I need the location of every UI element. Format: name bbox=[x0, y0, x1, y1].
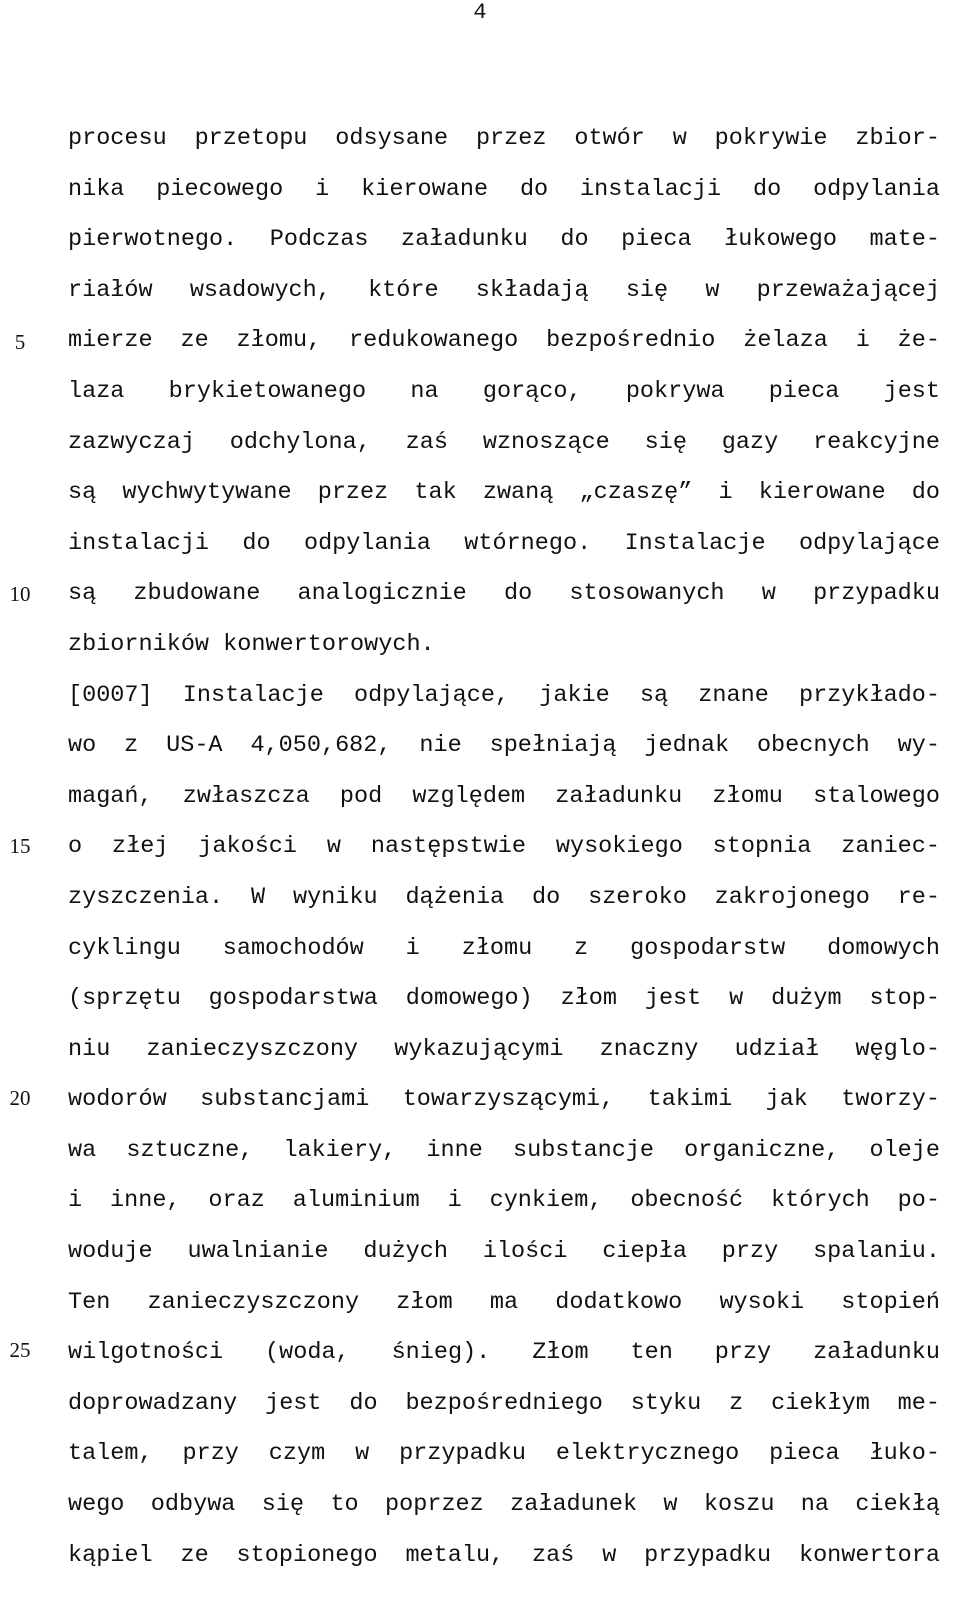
page-number: 4 bbox=[473, 0, 487, 25]
text-line: mierze ze złomu, redukowanego bezpośrednio żelaza i że- bbox=[68, 327, 940, 355]
line-number-15: 15 bbox=[9, 834, 31, 858]
text-line: woduje uwalnianie dużych ilości ciepła przy spalaniu. bbox=[68, 1238, 940, 1266]
text-line: cyklingu samochodów i złomu z gospodarstw domowych bbox=[68, 934, 940, 962]
text-line: o złej jakości w następstwie wysokiego stopnia zaniec- bbox=[68, 833, 940, 861]
line-number-20: 20 bbox=[9, 1086, 31, 1110]
text-line: kąpiel ze stopionego metalu, zaś w przypadku konwertora bbox=[68, 1541, 940, 1569]
line-number-5: 5 bbox=[14, 330, 26, 354]
text-line: nika piecowego i kierowane do instalacji do odpylania bbox=[68, 175, 940, 203]
text-line: i inne, oraz aluminium i cynkiem, obecność których po- bbox=[68, 1187, 940, 1215]
paragraph-0007-start: [0007] Instalacje odpylające, jakie są znane przykłado- bbox=[68, 681, 940, 709]
text-line: wego odbywa się to poprzez załadunek w koszu na ciekłą bbox=[68, 1491, 940, 1519]
text-line: wodorów substancjami towarzyszącymi, takimi jak tworzy- bbox=[68, 1086, 940, 1114]
text-line: zyszczenia. W wyniku dążenia do szeroko zakrojonego re- bbox=[68, 883, 940, 911]
text-line: wilgotności (woda, śnieg). Złom ten przy załadunku bbox=[68, 1339, 940, 1367]
text-line: niu zanieczyszczony wykazującymi znaczny udział węglo- bbox=[68, 1035, 940, 1063]
text-line: instalacji do odpylania wtórnego. Instalacje odpylające bbox=[68, 529, 940, 557]
text-line: doprowadzany jest do bezpośredniego styku z ciekłym me- bbox=[68, 1389, 940, 1417]
paragraph-end-line: zbiorników konwertorowych. bbox=[68, 630, 435, 658]
text-line: pierwotnego. Podczas załadunku do pieca łukowego mate- bbox=[68, 226, 940, 254]
text-line: zazwyczaj odchylona, zaś wznoszące się gazy reakcyjne bbox=[68, 428, 940, 456]
text-line: są wychwytywane przez tak zwaną „czaszę” i kierowane do bbox=[68, 479, 940, 507]
line-number-25: 25 bbox=[9, 1338, 31, 1362]
text-line: laza brykietowanego na gorąco, pokrywa pieca jest bbox=[68, 377, 940, 405]
text-line: procesu przetopu odsysane przez otwór w pokrywie zbior- bbox=[68, 125, 940, 152]
text-line: Ten zanieczyszczony złom ma dodatkowo wysoki stopień bbox=[68, 1288, 940, 1316]
text-line: są zbudowane analogicznie do stosowanych w przypadku bbox=[68, 580, 940, 608]
text-line: wa sztuczne, lakiery, inne substancje organiczne, oleje bbox=[68, 1136, 940, 1164]
body-text bbox=[68, 122, 940, 1589]
text-line: talem, przy czym w przypadku elektrycznego pieca łuko- bbox=[68, 1440, 940, 1468]
text-line: (sprzętu gospodarstwa domowego) złom jest w dużym stop- bbox=[68, 985, 940, 1013]
text-line: wo z US-A 4,050,682, nie spełniają jednak obecnych wy- bbox=[68, 732, 940, 760]
text-line: magań, zwłaszcza pod względem załadunku złomu stalowego bbox=[68, 782, 940, 810]
text-line: riałów wsadowych, które składają się w przeważającej bbox=[68, 276, 940, 304]
line-number-10: 10 bbox=[9, 582, 31, 606]
